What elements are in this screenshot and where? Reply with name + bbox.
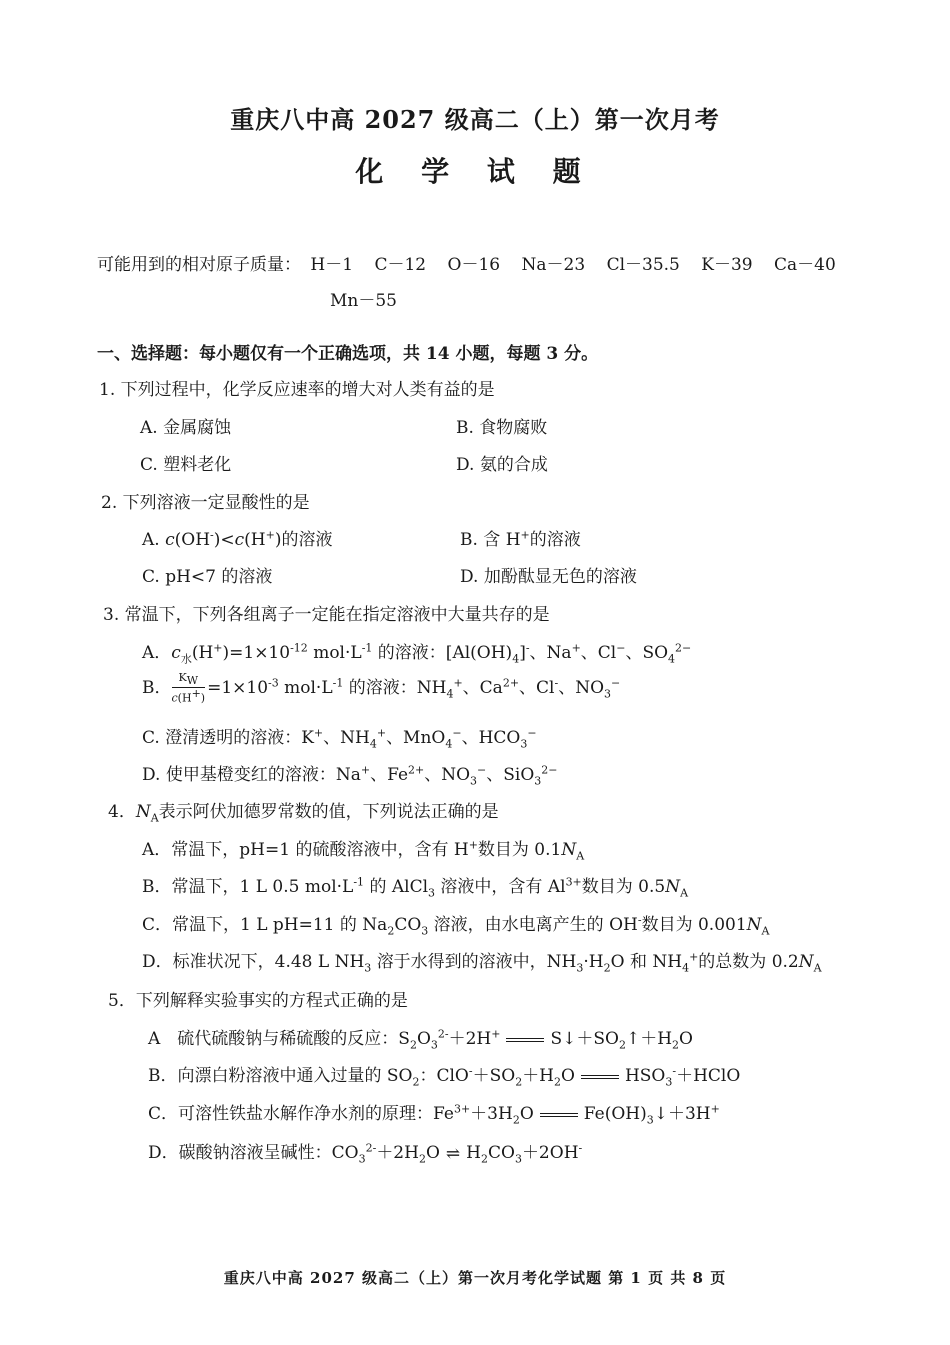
question-3-option-d: D. 使甲基橙变红的溶液：Na+、$Fe^{2+}$、$NO_3^-$、SiO$_3^{2-}$ bbox=[142, 763, 558, 788]
option-text: C. 澄清透明的溶液： bbox=[142, 728, 302, 748]
atomic-mass-item: Cl－35.5 bbox=[606, 255, 680, 275]
question-4-option-c: C．常温下，1 L pH=11 的 $Na_2CO_3$ 溶液，由水电离产生的 OH-数目为 $0.001N_A$ bbox=[142, 913, 770, 938]
option-text: 的溶液 bbox=[281, 530, 333, 550]
question-5-option-b: B．向漂白粉溶液中通入过量的 $SO_2$：$ClO^-+SO_2+H_2O$ $HSO_3^-+HClO$ bbox=[148, 1064, 741, 1089]
option-text: C．可溶性铁盐水解作净水剂的原理： bbox=[148, 1104, 434, 1124]
section-heading: 一、选择题：每小题仅有一个正确选项，共 14 小题，每题 3 分。 bbox=[97, 344, 599, 364]
option-text: 溶于水得到的溶液中，NH bbox=[376, 952, 577, 972]
option-text: 和 NH bbox=[629, 952, 683, 972]
option-text: 溶液，由水电离产生的 OH bbox=[428, 915, 638, 935]
question-3-stem: 3. 常温下，下列各组离子一定能在指定溶液中大量共存的是 bbox=[103, 605, 550, 625]
option-text: 数目为 0.1 bbox=[477, 840, 562, 860]
option-text: B．向漂白粉溶液中通入过量的 SO bbox=[148, 1066, 413, 1086]
atomic-mass-item: H－1 bbox=[310, 255, 354, 275]
atomic-mass-item: Ca－40 bbox=[774, 255, 836, 275]
question-5-option-d: D．碳酸钠溶液呈碱性：$CO_3^{2-}+2H_2O$ ⇌ $H_2CO_3+2OH^-$ bbox=[148, 1141, 583, 1166]
equals-sign bbox=[506, 1038, 544, 1042]
option-text: A．常温下，pH=1 的硫酸溶液中，含有 H bbox=[142, 840, 469, 860]
question-2-option-d: D. 加酚酞显无色的溶液 bbox=[460, 567, 637, 587]
question-2-option-c: C. pH<7 的溶液 bbox=[142, 567, 273, 587]
question-2-option-a: A. c(OH-)<c(H+)的溶液 bbox=[142, 528, 333, 550]
question-1-stem: 1. 下列过程中，化学反应速率的增大对人类有益的是 bbox=[99, 380, 495, 400]
option-text: A 硫代硫酸钠与稀硫酸的反应： bbox=[148, 1029, 399, 1049]
option-text: 数目为 0.001 bbox=[641, 915, 747, 935]
question-3-option-a: A．$c_水(H^+)=1\times 10^{-12}$ $mol\cdot L^{-1}$ 的溶液：$[Al(OH)_4]^-$、Na+、Cl−、$SO_4^{2-}$ bbox=[142, 641, 692, 666]
atomic-masses bbox=[97, 250, 852, 275]
atomic-mass-extra: Mn－55 bbox=[330, 291, 397, 311]
atomic-masses-label: 可能用到的相对原子质量： bbox=[97, 255, 301, 275]
option-text: 溶液中，含有 Al bbox=[435, 877, 566, 897]
option-text: 的总数为 0.2 bbox=[698, 952, 799, 972]
option-text: D. 使甲基橙变红的溶液： bbox=[142, 765, 336, 785]
question-2-stem: 2. 下列溶液一定显酸性的是 bbox=[101, 493, 310, 513]
option-text: D．碳酸钠溶液呈碱性： bbox=[148, 1143, 332, 1163]
question-3-option-c: C. 澄清透明的溶液：K+、$NH_4^+$、MnO$_4$−、$HCO_3^-$ bbox=[142, 726, 537, 751]
question-1-option-d: D. 氨的合成 bbox=[456, 455, 548, 475]
option-label: A. bbox=[142, 530, 166, 550]
question-1-option-a: A. 金属腐蚀 bbox=[140, 418, 232, 438]
option-text: 的溶液 bbox=[529, 530, 581, 550]
option-text: 数目为 0.5 bbox=[581, 877, 666, 897]
question-4-option-d: D．标准状况下，4.48 L $NH_3$ 溶于水得到的溶液中，$NH_3\cdot H_2O$ 和 $NH_4^+$的总数为 $0.2N_A$ bbox=[142, 950, 822, 975]
atomic-mass-item: Na－23 bbox=[521, 255, 586, 275]
question-5-option-a: A 硫代硫酸钠与稀硫酸的反应：$S_2O_3^{2-}+2H^+$ $S↓+SO_2↑+H_2O$ bbox=[148, 1027, 693, 1052]
question-2-option-b: B. 含 H+的溶液 bbox=[460, 528, 581, 550]
option-text: B. 含 H bbox=[460, 530, 521, 550]
exam-title: 重庆八中高 2027 级高二（上）第一次月考 bbox=[230, 105, 720, 134]
question-3-option-b: B． $\frac{K_W}{c(H^+)}$ $=1\times 10^{-3}$ $mol\cdot L^{-1}$ 的溶液：$NH_4^+$、$Ca^{2+}$、Cl-、$NO_3^-$ bbox=[142, 671, 621, 705]
option-text: B．常温下，1 L 0.5 mol·L bbox=[142, 877, 354, 897]
stem-text: 表示阿伏加德罗常数的值，下列说法正确的是 bbox=[158, 802, 499, 822]
question-1-option-b: B. 食物腐败 bbox=[456, 418, 548, 438]
question-4-stem: 4．$N_A$表示阿伏加德罗常数的值，下列说法正确的是 bbox=[108, 802, 499, 825]
question-4-option-b: B．常温下，1 L 0.5 $mol\cdot L^{-1}$ 的 AlCl$_3$ 溶液中，含有 $Al^{3+}$数目为 $0.5N_A$ bbox=[142, 875, 689, 900]
kw-fraction: $\frac{K_W}{c(H^+)}$ bbox=[171, 671, 206, 705]
option-text: D．标准状况下，4.48 L NH bbox=[142, 952, 365, 972]
question-4-option-a: A．常温下，pH=1 的硫酸溶液中，含有 H+数目为 $0.1N_A$ bbox=[142, 838, 585, 863]
question-5-stem: 5．下列解释实验事实的方程式正确的是 bbox=[108, 991, 408, 1011]
subject-title: 化 学 试 题 bbox=[355, 155, 595, 188]
option-text: C．常温下，1 L pH=11 的 Na bbox=[142, 915, 388, 935]
atomic-mass-item: C－12 bbox=[374, 255, 427, 275]
question-5-option-c: C．可溶性铁盐水解作净水剂的原理：$Fe^{3+}+3H_2O$ $Fe(OH)_3↓+3H^+$ bbox=[148, 1102, 720, 1127]
page-footer: 重庆八中高 2027 级高二（上）第一次月考化学试题 第 1 页 共 8 页 bbox=[223, 1269, 727, 1287]
reversible-arrow-icon: ⇌ bbox=[445, 1143, 461, 1164]
question-1-option-c: C. 塑料老化 bbox=[140, 455, 232, 475]
atomic-mass-item: O－16 bbox=[447, 255, 501, 275]
equals-sign bbox=[581, 1075, 619, 1079]
atomic-mass-item: K－39 bbox=[701, 255, 753, 275]
equals-sign bbox=[540, 1113, 578, 1117]
